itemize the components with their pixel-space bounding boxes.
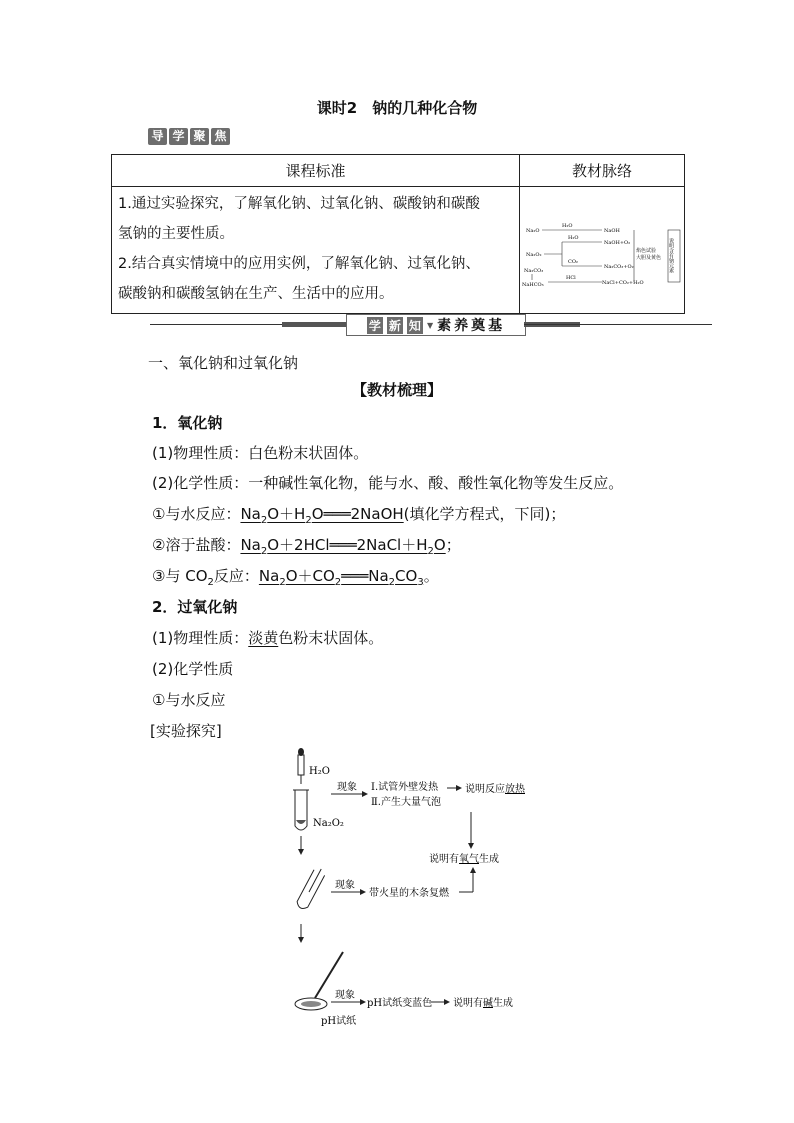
note: (填化学方程式，下同)； xyxy=(403,505,566,523)
context-diagram xyxy=(522,206,682,290)
label-na2o2: Na₂O₂ xyxy=(313,818,344,829)
diag-h2o-1: H₂O xyxy=(562,223,573,229)
diag-mid1: 焰色试验 xyxy=(636,248,657,254)
diag-p3: Na₂CO₃+O₂ xyxy=(604,264,634,270)
diag-co2: CO₂ xyxy=(568,259,578,265)
label: (1)物理性质： xyxy=(152,444,249,462)
equation: $Na_2O+H_2O═══2NaOH$ xyxy=(240,505,404,526)
conclusion: 说明有碱生成 xyxy=(453,998,513,1009)
chem-property: (2)化学性质 xyxy=(152,660,234,678)
label-h2o: H₂O xyxy=(309,766,330,777)
label-ph-paper: pH试纸 xyxy=(321,1016,357,1027)
banner-tag: 新 xyxy=(388,318,401,333)
subsection-heading: 【教材梳理】 xyxy=(351,381,442,399)
banner-text: 素养奠基 xyxy=(437,318,506,334)
item-heading: 1．氧化钠 xyxy=(152,414,223,432)
header-standard: 课程标准 xyxy=(112,155,520,187)
label: ③与 CO xyxy=(152,567,208,585)
diag-nahco3: NaHCO₃ xyxy=(522,282,544,288)
label-xianxiang: 现象 xyxy=(335,990,355,1001)
diag-p1: NaOH xyxy=(604,228,620,234)
observation: Ⅰ.试管外壁发热 xyxy=(371,782,439,793)
chem-property: (2)化学性质：一种碱性氧化物，能与水、酸、酸性氧化物等发生反应。 xyxy=(152,474,624,492)
text: 色粉末状固体。 xyxy=(278,629,384,647)
equation: $Na_2O+CO_2═══Na_2CO_3$ xyxy=(258,567,424,588)
dropper-icon xyxy=(298,748,304,784)
banner-tag: 知 xyxy=(408,318,421,333)
context-diagram-cell xyxy=(520,187,685,314)
diag-h2o-2: H₂O xyxy=(568,235,579,241)
header-context: 教材脉络 xyxy=(520,155,685,187)
label-xianxiang: 现象 xyxy=(335,880,355,891)
diag-p2: NaOH+O₂ xyxy=(604,240,631,246)
label-mid: 反应： xyxy=(213,567,259,585)
observation: Ⅱ.产生大量气泡 xyxy=(371,797,441,808)
diag-na2co3: Na₂CO₃ xyxy=(524,268,544,274)
section-heading: 一、氧化钠和过氧化钠 xyxy=(148,354,299,372)
standard-line: 氢钠的主要性质。 xyxy=(118,226,234,242)
label: ①与水反应： xyxy=(152,505,241,523)
section-badge xyxy=(148,128,230,145)
diag-right: 说明含有钠元素 xyxy=(668,238,674,273)
badge-char: 导 xyxy=(148,128,167,145)
diag-na2o2: Na₂O₂ xyxy=(526,252,542,258)
test-tube-icon xyxy=(293,790,309,830)
observation: pH试纸变蓝色 xyxy=(367,998,433,1009)
item-heading: 2．过氧化钠 xyxy=(152,598,238,616)
page-title: 课时2 钠的几种化合物 xyxy=(316,99,478,117)
badge-char: 焦 xyxy=(211,128,230,145)
standards-table xyxy=(111,154,685,314)
punct: 。 xyxy=(423,567,439,585)
observation: 带火星的木条复燃 xyxy=(369,888,449,899)
diag-na2o: Na₂O xyxy=(526,228,540,234)
experiment-heading: [实验探究] xyxy=(150,722,222,740)
badge-char: 学 xyxy=(169,128,188,145)
standard-line: 碳酸钠和碳酸氢钠在生产、生活中的应用。 xyxy=(118,286,394,302)
glass-rod-icon xyxy=(295,952,343,1010)
tilted-test-tube-icon xyxy=(295,866,326,910)
conclusion: 说明有氧气生成 xyxy=(429,854,499,865)
section-banner: 学 新 知 ▼ 素养奠基 xyxy=(150,314,712,336)
badge-char: 聚 xyxy=(190,128,209,145)
standard-text xyxy=(112,187,520,314)
diag-p4: NaCl+CO₂+H₂O xyxy=(602,280,644,286)
punct: ； xyxy=(445,536,461,554)
diag-hcl: HCl xyxy=(566,275,576,281)
label: ②溶于盐酸： xyxy=(152,536,241,554)
reaction-heading: ①与水反应 xyxy=(152,691,226,709)
standard-line: 1.通过实验探究，了解氧化钠、过氧化钠、碳酸钠和碳酸 xyxy=(118,196,480,212)
standard-line: 2.结合真实情境中的应用实例，了解氧化钠、过氧化钠、 xyxy=(118,256,480,272)
answer-text: 白色粉末状固体。 xyxy=(248,444,369,462)
banner-tag: 学 xyxy=(368,318,381,333)
answer-text: 淡黄 xyxy=(248,629,279,647)
diag-mid2: 大胆及黄色 xyxy=(636,255,662,261)
conclusion: 说明反应放热 xyxy=(465,784,525,795)
equation: $Na_2O+2HCl═══2NaCl+H_2O$ xyxy=(240,536,446,557)
experiment-flowchart xyxy=(285,742,545,1027)
label: (1)物理性质： xyxy=(152,629,249,647)
label-xianxiang: 现象 xyxy=(337,782,357,793)
